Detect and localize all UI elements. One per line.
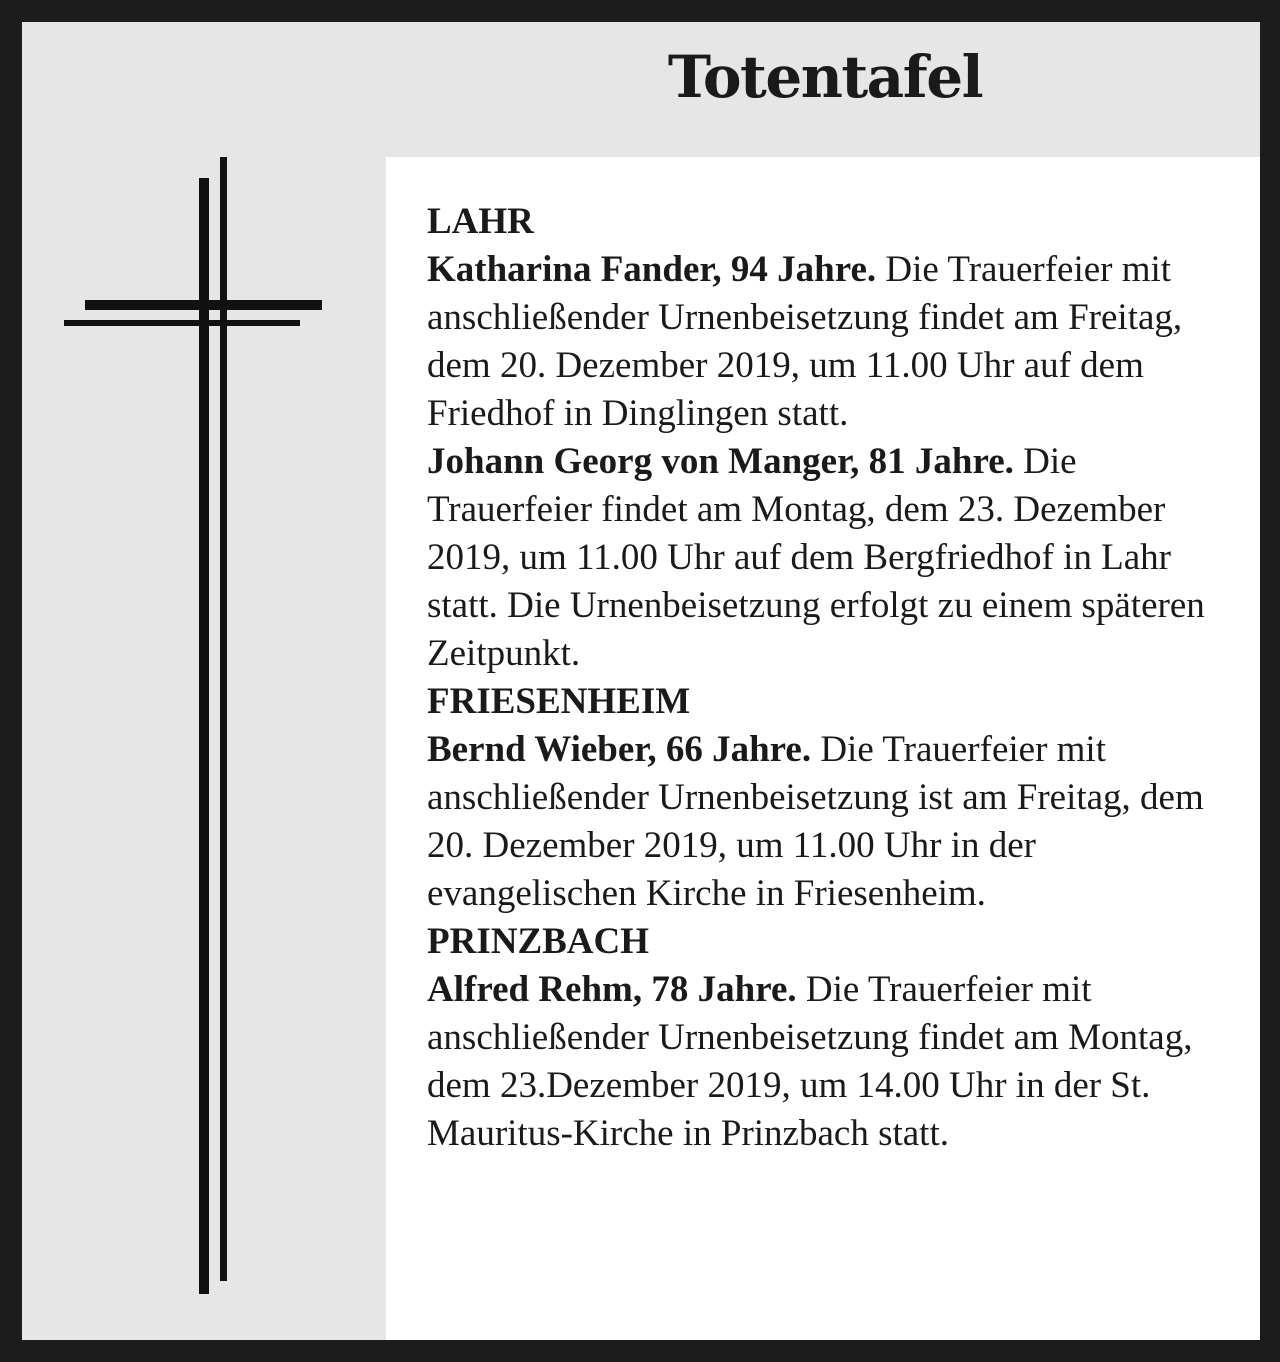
- deceased-name-age: Johann Georg von Manger, 81 Jahre.: [427, 441, 1014, 482]
- town-heading-friesenheim: FRIESENHEIM: [427, 681, 691, 722]
- deceased-name-age: Bernd Wieber, 66 Jahre.: [427, 729, 812, 770]
- town-heading-prinzbach: PRINZBACH: [427, 921, 650, 962]
- service-details: Die Trauerfeier mit anschließender Urnenbeisetzung findet am Freitag, dem 20. Dezember 2019, um 11.00 Uhr auf dem Friedhof in Dinglingen statt.: [427, 249, 1183, 434]
- obituary-entry: [427, 966, 1237, 1158]
- obituary-list: [427, 198, 1237, 1158]
- page-title: Totentafel: [667, 43, 983, 111]
- obituary-entry: [427, 246, 1237, 438]
- obituary-entry: [427, 438, 1237, 678]
- deceased-name-age: Katharina Fander, 94 Jahre.: [427, 249, 877, 290]
- town-heading-lahr: LAHR: [427, 201, 534, 242]
- obituary-entry: [427, 726, 1237, 918]
- service-details: Die Trauerfeier mit anschließender Urnenbeisetzung ist am Freitag, dem 20. Dezember 2019, um 11.00 Uhr in der evangelischen Kirche in Friesenheim.: [427, 729, 1204, 914]
- deceased-name-age: Alfred Rehm, 78 Jahre.: [427, 969, 797, 1010]
- service-details: Die Trauerfeier findet am Montag, dem 23. Dezember 2019, um 11.00 Uhr auf dem Bergfriedhof in Lahr statt. Die Urnenbeisetzung erfolgt zu einem späteren Zeitpunkt.: [427, 441, 1205, 674]
- service-details: Die Trauerfeier mit anschließender Urnenbeisetzung findet am Montag, dem 23.Dezember 2019, um 14.00 Uhr in der St. Mauritus-Kirche in Prinzbach statt.: [427, 969, 1193, 1154]
- cross-icon: [0, 0, 386, 1362]
